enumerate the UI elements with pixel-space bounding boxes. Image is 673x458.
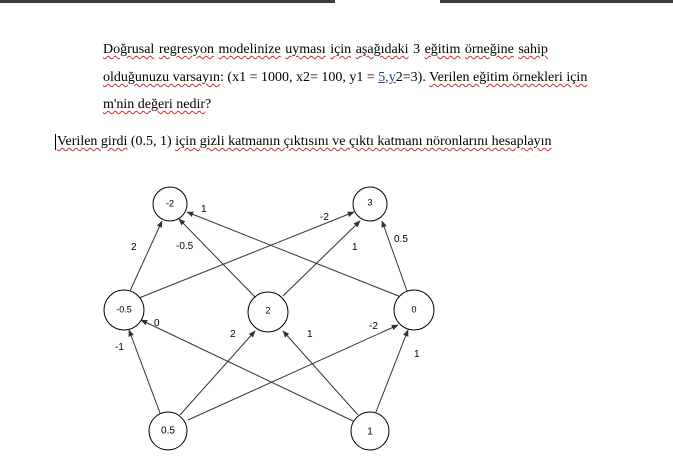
edge-input-left-to-hidden-right — [188, 325, 398, 420]
question-line-3: m'nin değeri nedir? — [103, 97, 212, 112]
edge-hidden-left-to-output-left — [130, 221, 162, 291]
edge-input-right-to-hidden-left — [141, 320, 353, 421]
svg-text:-2: -2 — [165, 198, 175, 209]
weight-label: 1 — [201, 204, 207, 215]
node-input-left — [149, 412, 187, 450]
weight-label: -0.5 — [176, 241, 194, 252]
svg-text:1: 1 — [367, 426, 373, 438]
weight-label: 0.5 — [394, 234, 408, 245]
question-line-2: olduğunuzu varsayın: (x1 = 1000, x2= 100, y1 = 5,y2=3). Verilen eğitim örnekleri için — [103, 70, 588, 85]
svg-text:0.5: 0.5 — [161, 425, 175, 437]
task-text: Verilen girdi (0.5, 1) için gizli katmanın çıktısını ve çıktı katmanı nöronlarını hesaplayın — [57, 134, 552, 149]
weight-label: 1 — [414, 349, 420, 360]
weight-label: 2 — [131, 242, 137, 253]
node-hidden-left — [104, 290, 144, 330]
edge-hidden-left-to-output-right — [139, 212, 354, 298]
weight-label: -2 — [320, 212, 329, 223]
question-line-1: Doğrusal regresyon modelinize uyması için aşağıdaki 3 eğitim örneğine sahip — [103, 42, 548, 57]
edge-input-right-to-hidden-right — [376, 330, 408, 412]
edge-hidden-mid-to-output-right — [283, 221, 360, 296]
weight-label: -2 — [369, 321, 378, 332]
node-output-left — [153, 187, 187, 221]
weight-label: 1 — [352, 242, 358, 253]
edge-hidden-right-to-output-left — [187, 212, 401, 297]
edge-hidden-right-to-output-right — [382, 221, 407, 291]
node-hidden-right — [394, 290, 434, 330]
edge-input-right-to-hidden-mid — [283, 331, 358, 415]
svg-text:0: 0 — [411, 304, 417, 315]
weight-label: 2 — [230, 329, 236, 340]
edge-input-left-to-hidden-left — [129, 330, 160, 413]
node-input-right — [351, 412, 389, 450]
weight-label: 0 — [154, 318, 160, 329]
weight-label: 1 — [307, 329, 313, 340]
node-hidden-mid — [248, 292, 288, 332]
weight-label: -1 — [115, 342, 124, 353]
svg-text:3: 3 — [367, 197, 373, 208]
node-output-right — [353, 187, 387, 221]
svg-text:-0.5: -0.5 — [116, 304, 132, 315]
edge-hidden-mid-to-output-left — [179, 219, 255, 297]
svg-text:2: 2 — [265, 305, 271, 316]
